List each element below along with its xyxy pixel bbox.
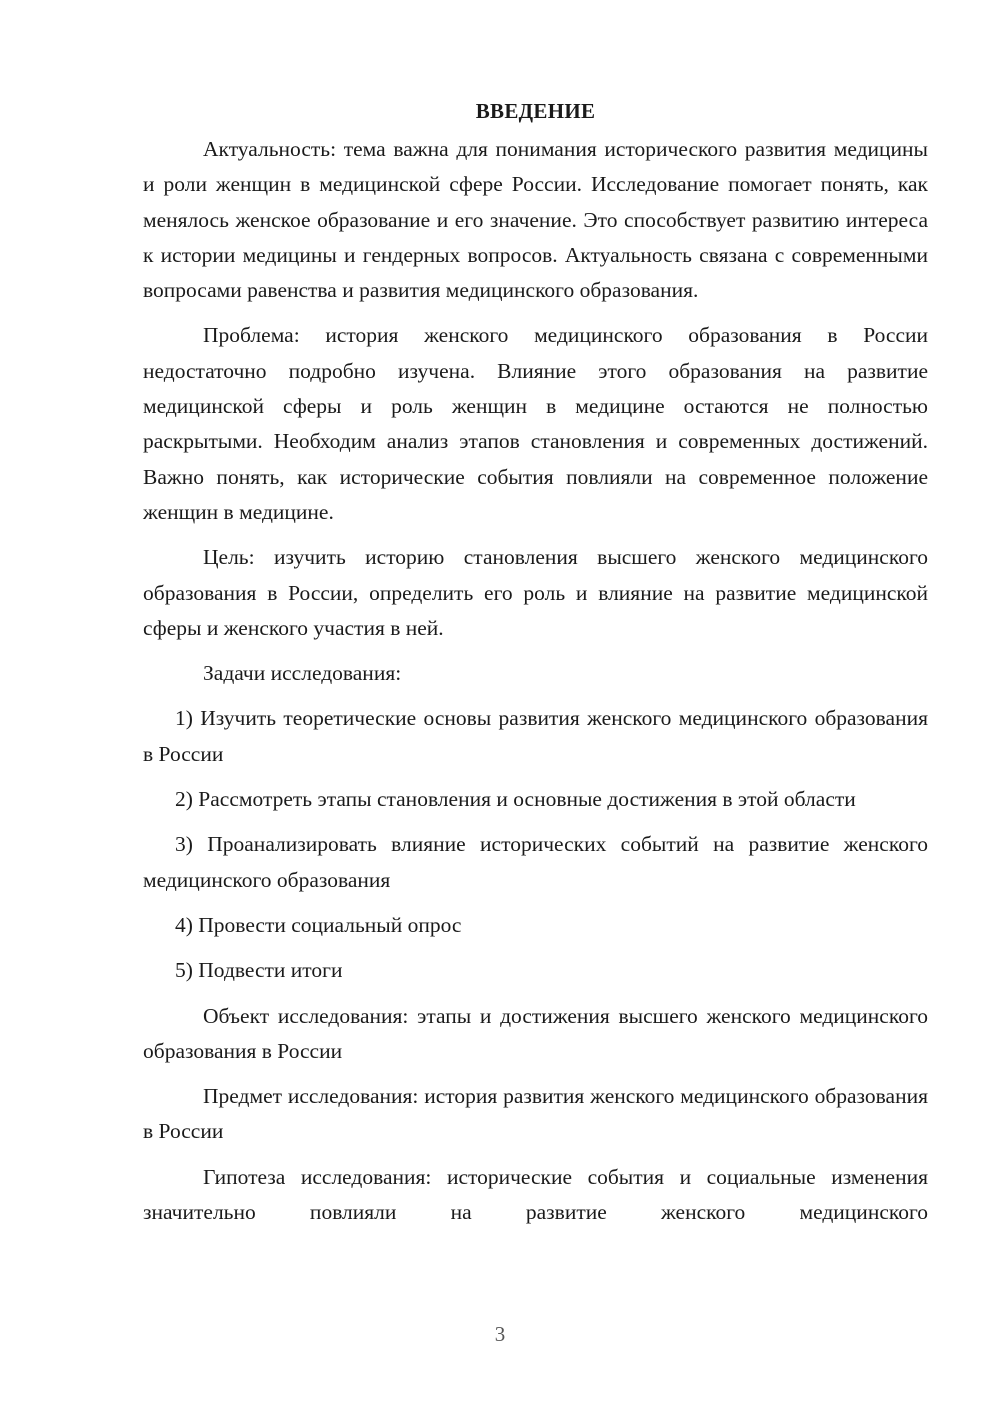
task-item-4: 4) Провести социальный опрос (175, 912, 462, 937)
task-item-5: 5) Подвести итоги (175, 958, 343, 983)
relevance-paragraph: Актуальность: тема важна для понимания исторического развития медицины и роли женщин в медицинской сфере России. Исследование помогает понять, как менялось женское образование и его значение. Это способствует развитию интереса к истории медицины и гендерных вопросов. Актуальность связана с современными вопросами равенства и развития медицинского образования. (143, 137, 928, 303)
subject-paragraph: Предмет исследования: история развития женского медицинского образования в России (143, 1084, 928, 1144)
task-item-3: 3) Проанализировать влияние исторических событий на развитие женского медицинского образования (143, 832, 928, 892)
problem-paragraph: Проблема: история женского медицинского образования в России недостаточно подробно изучена. Влияние этого образования на развитие медицинской сферы и роль женщин в медицине остаются не полностью раскрытыми. Необходим анализ этапов становления и современных достижений. Важно понять, как исторические события повлияли на современное положение женщин в медицине. (143, 323, 928, 524)
page-title: ВВЕДЕНИЕ (475, 99, 596, 123)
task-item-1: 1) Изучить теоретические основы развития женского медицинского образования в России (143, 706, 928, 766)
object-paragraph: Объект исследования: этапы и достижения высшего женского медицинского образования в России (143, 1003, 928, 1063)
page-number: 3 (494, 1322, 506, 1346)
document-body (143, 96, 928, 1240)
task-item-2: 2) Рассмотреть этапы становления и основные достижения в этой области (175, 787, 856, 812)
goal-paragraph: Цель: изучить историю становления высшего женского медицинского образования в России, определить его роль и влияние на развитие медицинской сферы и женского участия в ней. (143, 545, 928, 640)
tasks-heading: Задачи исследования: (203, 661, 402, 686)
hypothesis-paragraph: Гипотеза исследования: исторические события и социальные изменения значительно повлияли на развитие женского медицинского (143, 1164, 928, 1225)
